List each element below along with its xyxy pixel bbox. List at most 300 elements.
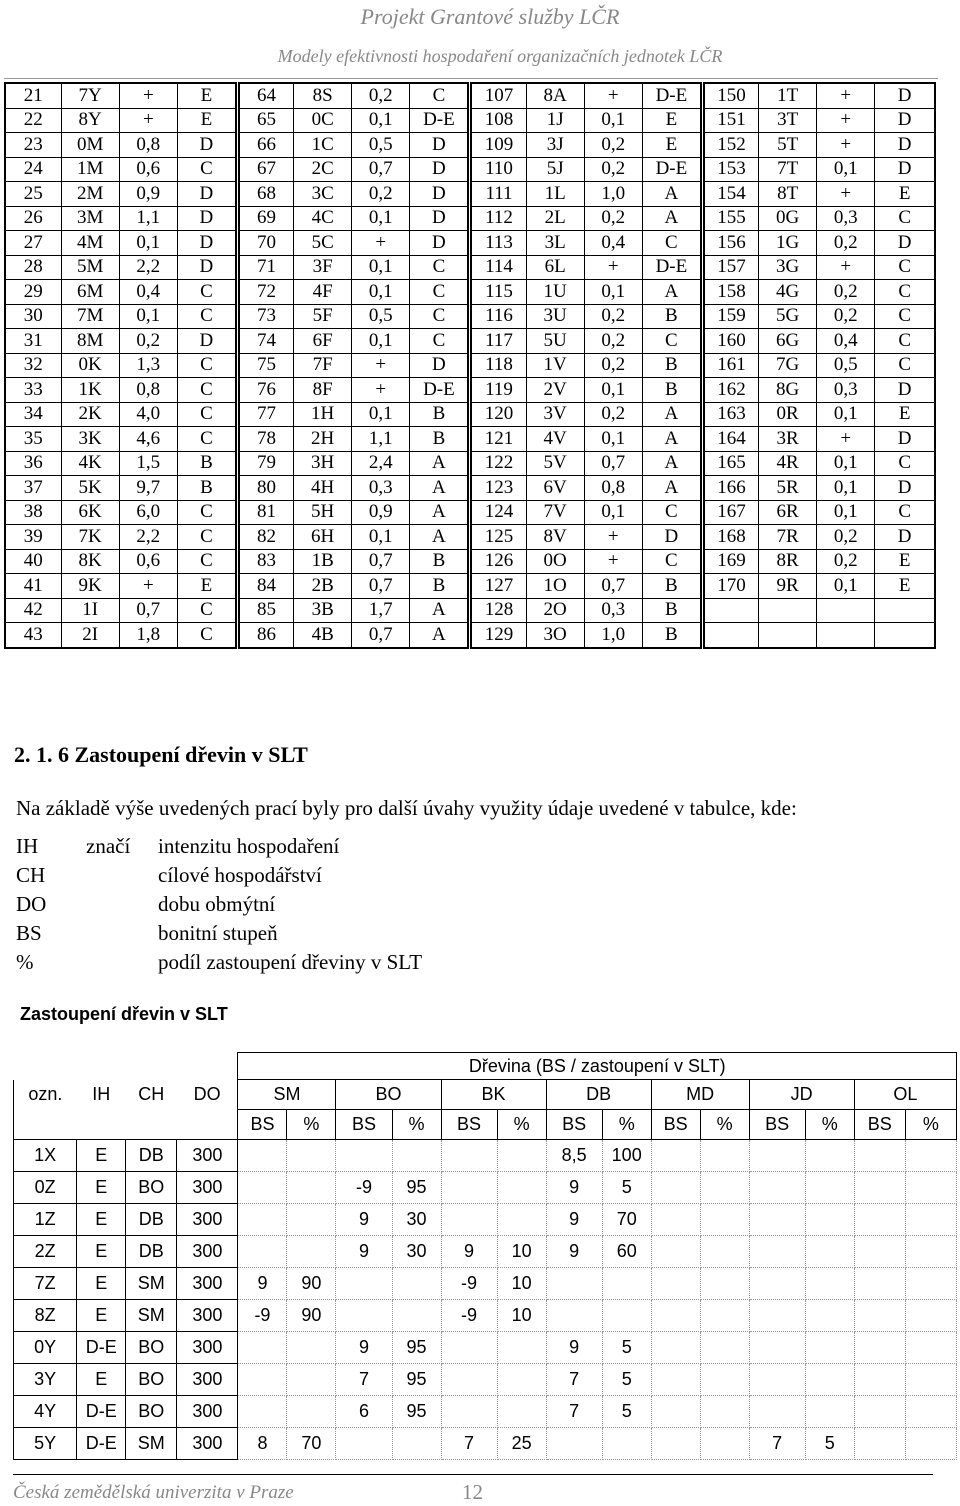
code-cell: D [875,231,935,256]
code-cell: D [410,206,470,231]
code-cell: 0,1 [817,402,875,427]
species-value-cell [602,1268,651,1300]
species-value-cell: 7 [336,1364,392,1396]
code-cell: 1,1 [119,206,177,231]
code-row [5,280,935,305]
code-cell: C [875,304,935,329]
footer-divider [13,1474,933,1475]
species-key-cell: E [77,1364,126,1396]
code-cell: 165 [702,451,758,476]
code-cell: 76 [237,378,293,403]
species-row [14,1332,957,1364]
species-value-cell [546,1300,602,1332]
code-cell: E [642,108,702,133]
code-cell: 2O [526,598,584,623]
code-cell: 0,7 [584,451,642,476]
code-cell: D-E [642,83,702,108]
species-value-cell: 30 [392,1236,441,1268]
species-value-cell [238,1140,287,1172]
code-cell: E [177,108,237,133]
species-key-cell: 300 [177,1364,238,1396]
code-cell: 0,9 [352,500,410,525]
col-header-ozn: ozn. [14,1080,77,1110]
code-row [5,451,935,476]
code-cell: 6F [294,329,352,354]
species-value-cell [854,1332,905,1364]
code-cell: 158 [702,280,758,305]
species-value-cell [441,1364,497,1396]
code-cell: 8K [61,549,119,574]
species-value-cell [805,1268,854,1300]
species-header-bk: BK [441,1080,546,1110]
code-cell: 0,1 [352,402,410,427]
code-cell: 107 [470,83,526,108]
header-divider [4,78,938,79]
species-key-cell: 3Y [14,1364,77,1396]
species-value-cell [546,1428,602,1460]
code-cell: 0,1 [817,157,875,182]
code-cell: 74 [237,329,293,354]
code-cell: 2M [61,182,119,207]
code-cell [817,598,875,623]
species-key-cell: 0Y [14,1332,77,1364]
code-cell: 3T [759,108,817,133]
code-cell: 0,4 [119,280,177,305]
code-cell: 0,1 [352,329,410,354]
species-value-cell: 60 [602,1236,651,1268]
species-value-cell [854,1364,905,1396]
species-value-cell [700,1140,749,1172]
code-cell: 75 [237,353,293,378]
code-cell: 80 [237,476,293,501]
code-cell: 1,0 [584,623,642,648]
code-cell: 0,6 [119,549,177,574]
code-cell: 170 [702,574,758,599]
species-value-cell [905,1268,956,1300]
species-value-cell [238,1364,287,1396]
species-value-cell [905,1332,956,1364]
code-cell: 1O [526,574,584,599]
code-cell: 126 [470,549,526,574]
code-cell: D [410,182,470,207]
code-cell: 2K [61,402,119,427]
code-cell: 5G [759,304,817,329]
code-cell: 2,2 [119,255,177,280]
species-value-cell [287,1236,336,1268]
species-key-cell: E [77,1204,126,1236]
code-cell: A [642,427,702,452]
code-cell: 1T [759,83,817,108]
species-value-cell [805,1236,854,1268]
species-key-cell: E [77,1268,126,1300]
legend-abbr: CH [16,863,46,887]
code-cell: C [875,329,935,354]
code-cell: 2,2 [119,525,177,550]
code-cell: 0,2 [584,353,642,378]
code-cell: 69 [237,206,293,231]
code-cell: 5F [294,304,352,329]
species-value-cell [287,1204,336,1236]
species-value-cell [700,1428,749,1460]
species-value-cell [497,1332,546,1364]
code-cell: 0,3 [817,206,875,231]
species-row [14,1396,957,1428]
code-cell: 0,8 [119,378,177,403]
species-value-cell [905,1396,956,1428]
code-row [5,255,935,280]
species-value-cell [854,1172,905,1204]
code-cell: 3R [759,427,817,452]
code-cell: + [584,83,642,108]
code-cell: 8T [759,182,817,207]
code-cell: C [642,231,702,256]
species-value-cell: 8 [238,1428,287,1460]
code-cell: A [642,402,702,427]
code-cell: D [642,525,702,550]
code-row [5,231,935,256]
code-cell [875,598,935,623]
code-cell: 8F [294,378,352,403]
code-cell: 1,5 [119,451,177,476]
sub-header-percent: % [392,1110,441,1140]
species-value-cell [905,1236,956,1268]
code-cell: 6K [61,500,119,525]
code-cell: 4H [294,476,352,501]
code-cell: 5T [759,133,817,158]
code-cell: 6,0 [119,500,177,525]
code-cell: + [817,108,875,133]
species-key-cell: BO [126,1396,177,1428]
code-cell: 153 [702,157,758,182]
code-cell: 3F [294,255,352,280]
species-value-cell [805,1300,854,1332]
code-cell: 8G [759,378,817,403]
code-cell: 109 [470,133,526,158]
code-cell: 7R [759,525,817,550]
species-value-cell [749,1204,805,1236]
code-cell: D-E [410,378,470,403]
code-cell: 5V [526,451,584,476]
species-value-cell: 7 [441,1428,497,1460]
code-cell: C [875,500,935,525]
code-cell: + [584,255,642,280]
species-value-cell: -9 [238,1300,287,1332]
sub-header-percent: % [905,1110,956,1140]
code-cell: 0G [759,206,817,231]
code-cell: + [817,255,875,280]
species-value-cell: 90 [287,1300,336,1332]
code-cell [817,623,875,648]
code-cell: 5H [294,500,352,525]
sub-header-percent: % [805,1110,854,1140]
code-cell: 0,1 [352,525,410,550]
sub-header-bs: BS [546,1110,602,1140]
code-cell: A [642,182,702,207]
species-value-cell [392,1268,441,1300]
code-cell: 43 [5,623,61,648]
code-cell [875,623,935,648]
code-cell: D-E [642,157,702,182]
code-cell: 115 [470,280,526,305]
code-cell: B [177,476,237,501]
species-value-cell [602,1300,651,1332]
code-cell: A [410,500,470,525]
species-value-cell: 5 [602,1364,651,1396]
code-cell: D [410,133,470,158]
page-number: 12 [462,1480,483,1504]
species-key-cell: 300 [177,1204,238,1236]
species-value-cell [497,1204,546,1236]
species-value-cell [441,1396,497,1428]
code-cell: 2V [526,378,584,403]
code-cell: 0,2 [817,304,875,329]
species-value-cell [287,1364,336,1396]
species-value-cell: 9 [546,1236,602,1268]
code-cell: 24 [5,157,61,182]
code-cell: B [642,378,702,403]
code-cell: 7G [759,353,817,378]
code-cell: A [642,280,702,305]
species-key-cell: 5Y [14,1428,77,1460]
species-value-cell [749,1236,805,1268]
code-cell: 8A [526,83,584,108]
code-cell: D [177,206,237,231]
sub-header-bs: BS [441,1110,497,1140]
species-value-cell [854,1204,905,1236]
code-cell: 2C [294,157,352,182]
code-row [5,329,935,354]
code-row [5,402,935,427]
code-cell: B [177,451,237,476]
species-value-cell [336,1140,392,1172]
species-row [14,1428,957,1460]
species-row [14,1300,957,1332]
species-value-cell [287,1396,336,1428]
species-value-cell [854,1236,905,1268]
code-cell: C [177,623,237,648]
code-cell: A [642,476,702,501]
species-key-cell: BO [126,1172,177,1204]
code-cell: 0,1 [352,206,410,231]
species-group-header: Dřevina (BS / zastoupení v SLT) [238,1053,957,1080]
code-cell: 0,2 [817,280,875,305]
code-cell: 68 [237,182,293,207]
code-cell: 1K [61,378,119,403]
species-value-cell [749,1268,805,1300]
code-cell: E [642,133,702,158]
code-cell: 3G [759,255,817,280]
code-cell: 3V [526,402,584,427]
code-cell: D [875,378,935,403]
species-value-cell [749,1364,805,1396]
species-value-cell [905,1140,956,1172]
species-header-db: DB [546,1080,651,1110]
code-cell: B [410,574,470,599]
code-cell: 0,7 [352,623,410,648]
species-value-cell [238,1172,287,1204]
sub-header-percent: % [497,1110,546,1140]
code-cell: 152 [702,133,758,158]
code-cell: 1,0 [584,182,642,207]
code-cell: D [177,255,237,280]
species-value-cell [392,1428,441,1460]
code-cell: 2,4 [352,451,410,476]
code-cell: 111 [470,182,526,207]
code-cell: 0,3 [352,476,410,501]
code-cell: 0,4 [817,329,875,354]
code-cell: 2L [526,206,584,231]
code-cell: 39 [5,525,61,550]
species-value-cell: 9 [336,1332,392,1364]
code-cell: + [817,427,875,452]
code-cell: 1M [61,157,119,182]
code-row [5,182,935,207]
species-value-cell [749,1332,805,1364]
species-key-cell: 300 [177,1428,238,1460]
code-cell: 6G [759,329,817,354]
code-cell: 167 [702,500,758,525]
code-cell: 28 [5,255,61,280]
code-cell: 5C [294,231,352,256]
code-cell: 0,6 [119,157,177,182]
code-cell: D [875,427,935,452]
code-cell: + [817,83,875,108]
col-header-ih: IH [92,1084,111,1104]
code-cell: 26 [5,206,61,231]
sub-header-bs: BS [651,1110,700,1140]
code-row [5,108,935,133]
code-cell: 5M [61,255,119,280]
species-value-cell [854,1268,905,1300]
species-value-cell [651,1300,700,1332]
species-key-cell: 0Z [14,1172,77,1204]
code-cell: 159 [702,304,758,329]
code-cell: 0,1 [817,574,875,599]
code-cell: D [875,525,935,550]
code-cell: 4,0 [119,402,177,427]
code-cell: 122 [470,451,526,476]
code-cell: C [410,304,470,329]
species-value-cell [497,1364,546,1396]
species-value-cell [854,1396,905,1428]
code-cell: 0,1 [817,476,875,501]
species-key-cell: E [77,1172,126,1204]
code-cell: 151 [702,108,758,133]
code-cell: C [177,280,237,305]
code-cell: D [875,83,935,108]
code-cell: 3C [294,182,352,207]
species-value-cell [854,1300,905,1332]
code-row [5,500,935,525]
code-cell: 3B [294,598,352,623]
species-value-cell [336,1268,392,1300]
code-cell: C [875,255,935,280]
code-cell: 0,5 [352,133,410,158]
species-row [14,1204,957,1236]
code-cell: 161 [702,353,758,378]
code-cell: C [642,329,702,354]
code-cell: + [817,133,875,158]
code-cell: 85 [237,598,293,623]
code-cell: 1G [759,231,817,256]
code-cell: 9K [61,574,119,599]
code-cell: 84 [237,574,293,599]
code-cell: A [642,451,702,476]
species-key-cell: 8Z [14,1300,77,1332]
species-value-cell: 95 [392,1364,441,1396]
code-cell: 8R [759,549,817,574]
species-header-ol: OL [854,1080,956,1110]
code-cell: 7K [61,525,119,550]
code-cell: B [410,549,470,574]
species-key-cell: D-E [77,1396,126,1428]
code-cell: A [410,525,470,550]
code-cell: 0,2 [817,525,875,550]
code-cell: 156 [702,231,758,256]
code-cell: 0,4 [584,231,642,256]
species-value-cell [700,1364,749,1396]
code-cell: 129 [470,623,526,648]
species-value-cell: 9 [546,1172,602,1204]
code-cell: 1,3 [119,353,177,378]
species-value-cell: 5 [602,1396,651,1428]
species-value-cell: 10 [497,1268,546,1300]
code-cell: 0,7 [352,157,410,182]
code-cell: C [177,427,237,452]
code-cell: 8M [61,329,119,354]
code-cell: 123 [470,476,526,501]
code-cell: 0O [526,549,584,574]
code-row [5,598,935,623]
code-cell: D-E [642,255,702,280]
code-cell: 1B [294,549,352,574]
code-cell: 168 [702,525,758,550]
code-cell: C [875,353,935,378]
code-cell: 23 [5,133,61,158]
code-cell: E [875,182,935,207]
code-cell: E [875,402,935,427]
code-cell: A [410,623,470,648]
code-cell: 117 [470,329,526,354]
species-value-cell [651,1140,700,1172]
species-value-cell: 70 [287,1428,336,1460]
code-cell: C [875,206,935,231]
col-header-do: DO [193,1084,221,1104]
species-key-cell: DB [126,1236,177,1268]
code-cell: 7F [294,353,352,378]
species-value-cell [336,1428,392,1460]
code-cell: D [410,353,470,378]
code-cell: C [177,157,237,182]
code-cell: 1L [526,182,584,207]
code-cell: 0,1 [119,231,177,256]
species-key-cell: 300 [177,1300,238,1332]
species-key-cell: 300 [177,1268,238,1300]
species-key-cell: 300 [177,1236,238,1268]
species-value-cell [651,1428,700,1460]
code-cell: 1,1 [352,427,410,452]
code-cell: 4M [61,231,119,256]
code-cell: D [410,157,470,182]
code-cell: E [177,83,237,108]
code-cell: 41 [5,574,61,599]
species-value-cell [287,1332,336,1364]
code-cell: D-E [410,108,470,133]
code-cell: C [177,500,237,525]
code-cell: 5K [61,476,119,501]
species-value-cell [905,1172,956,1204]
code-cell: 1V [526,353,584,378]
